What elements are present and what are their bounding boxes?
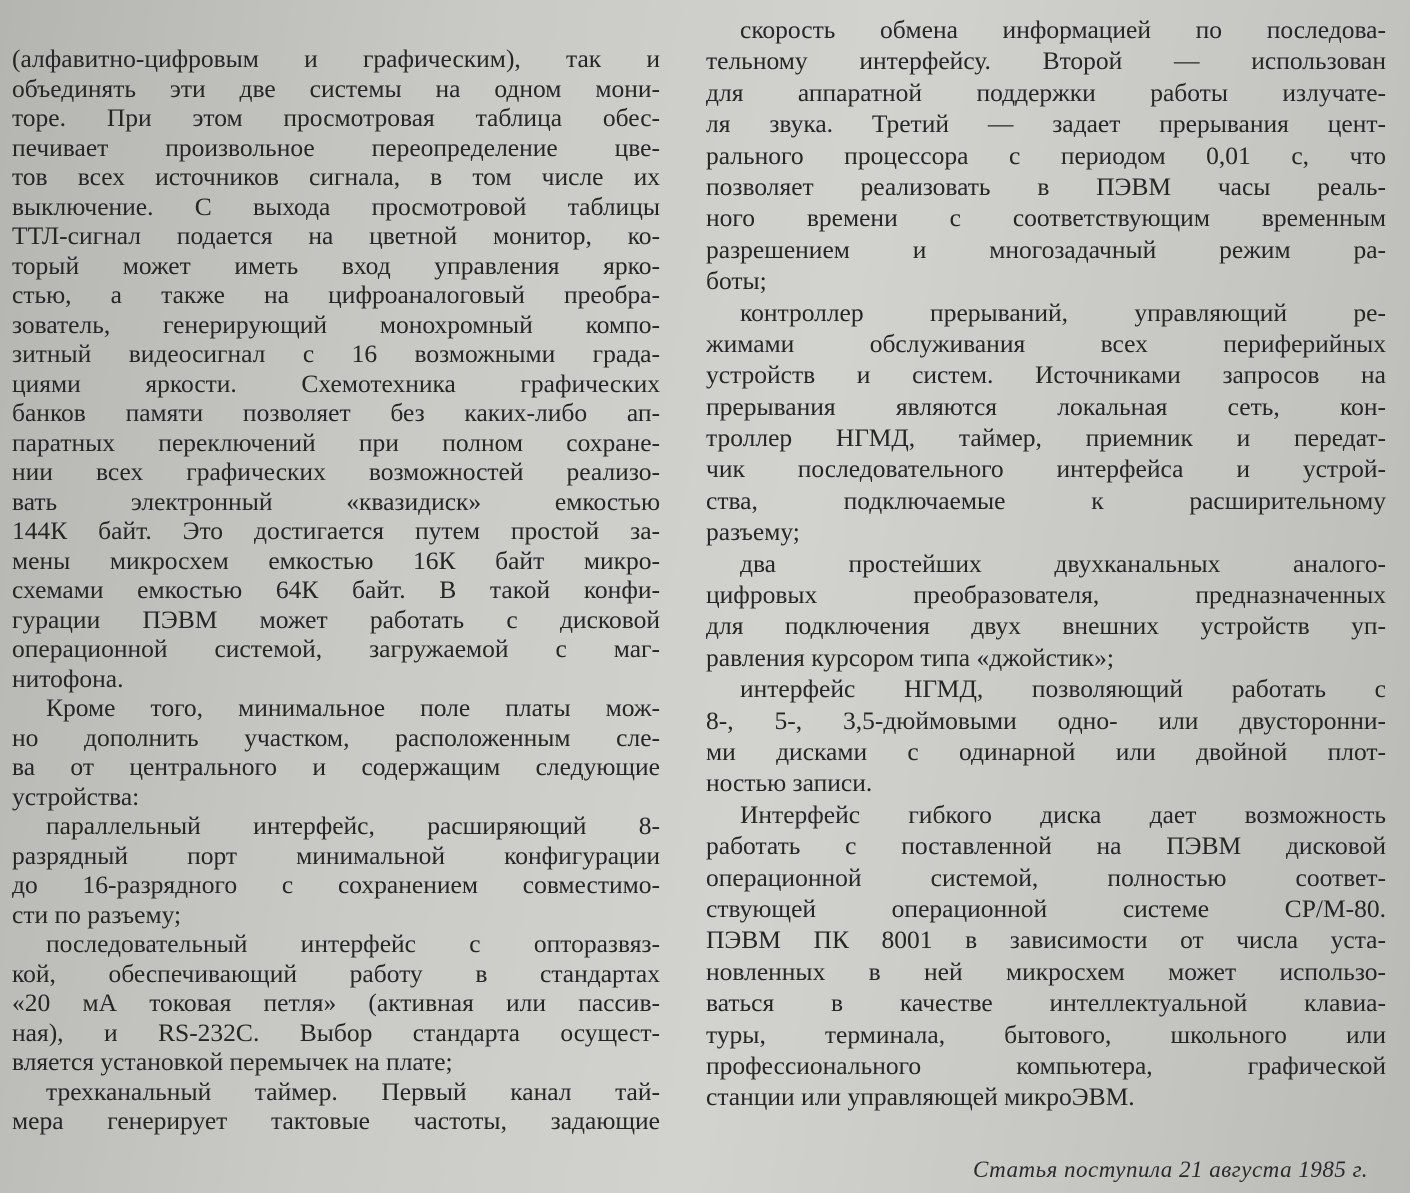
text-line: выключение. С выхода просмотровой таблицы [12, 191, 660, 221]
text-line: ТТЛ-сигнал подается на цветной монитор, ко- [12, 221, 660, 250]
text-line: ного времени с соответствующим временным [706, 203, 1386, 233]
text-line: вать электронный «квазидиск» емкостью [12, 486, 660, 516]
text-line: Кроме того, минимальное поле платы мож- [46, 693, 660, 722]
text-line: печивает произвольное переопределение цве- [12, 132, 660, 162]
text-line: схемами емкостью 64К байт. В такой конфи- [12, 575, 660, 604]
text-line: контроллер прерываний, управляющий ре- [740, 297, 1386, 327]
text-line: интерфейс НГМД, позволяющий работать с [740, 674, 1386, 704]
text-line: вляется установкой перемычек на плате; [12, 1047, 453, 1076]
text-line: прерывания являются локальная сеть, кон- [706, 391, 1386, 421]
text-line: ля звука. Третий — задает прерывания цент- [706, 109, 1386, 139]
text-line: жимами обслуживания всех периферийных [706, 328, 1386, 358]
text-line: «20 мА токовая петля» (активная или пассив- [12, 988, 660, 1017]
text-line: устройства: [12, 781, 140, 811]
left-column [12, 44, 660, 1136]
right-column [706, 14, 1386, 1113]
text-line: устройств и систем. Источниками запросов на [706, 360, 1386, 390]
text-line: ваться в качестве интеллектуальной клавиа- [706, 988, 1386, 1018]
text-line: последовательный интерфейс с опторазвяз- [46, 929, 660, 958]
text-line: профессионального компьютера, графической [706, 1050, 1386, 1080]
text-line: мера генерирует тактовые частоты, задающие [12, 1106, 660, 1135]
text-line: боты; [706, 266, 767, 296]
text-line: рального процессора с периодом 0,01 с, что [706, 140, 1386, 170]
text-line: троллер НГМД, таймер, приемник и передат- [706, 423, 1386, 453]
text-line: для подключения двух внешних устройств уп- [706, 611, 1386, 641]
text-line: ства, подключаемые к расширительному [706, 485, 1386, 515]
text-line: скорость обмена информацией по последова- [740, 15, 1386, 44]
text-line: туры, терминала, бытового, школьного или [706, 1019, 1386, 1049]
text-line: до 16-разрядного с сохранением совместимо- [12, 870, 660, 899]
text-line: трехканальный таймер. Первый канал тай- [46, 1076, 660, 1106]
text-line: 8-, 5-, 3,5-дюймовыми одно- или двусторонни- [706, 705, 1386, 735]
text-line: работать с поставленной на ПЭВМ дисковой [706, 831, 1386, 861]
text-line: торый может иметь вход управления ярко- [12, 250, 660, 280]
text-line: зователь, генерирующий монохромный компо- [12, 309, 660, 339]
text-line: позволяет реализовать в ПЭВМ часы реаль- [706, 171, 1386, 201]
text-line: новленных в ней микросхем может использо- [706, 956, 1386, 986]
text-line: для аппаратной поддержки работы излучате- [706, 77, 1386, 107]
text-line: тельному интерфейсу. Второй — использован [706, 46, 1386, 76]
text-line: цифровых преобразователя, предназначенных [706, 580, 1386, 610]
text-line: ная), и RS-232С. Выбор стандарта осущест- [12, 1017, 660, 1047]
text-line: зитный видеосигнал с 16 возможными града- [12, 339, 660, 368]
text-line: операционной системой, полностью соответ- [706, 862, 1386, 892]
text-line: ностью записи. [706, 768, 873, 798]
text-line: паратных переключений при полном сохране- [12, 427, 660, 457]
text-line: гурации ПЭВМ может работать с дисковой [12, 604, 660, 634]
text-line: стью, а также на цифроаналоговый преобра- [12, 280, 660, 309]
text-line: банков памяти позволяет без каких-либо ап- [12, 398, 660, 427]
text-line: ствующей операционной системе СР/М-80. [706, 893, 1386, 923]
text-line: сти по разъему; [12, 899, 182, 929]
text-line: разрядный порт минимальной конфигурации [12, 840, 660, 870]
text-line: (алфавитно-цифровым и графическим), так и [12, 44, 660, 73]
text-line: ва от центрального и содержащим следующие [12, 752, 660, 781]
text-line: нии всех графических возможностей реализо- [12, 457, 660, 486]
text-line: мены микросхем емкостью 16К байт микро- [12, 545, 660, 575]
text-line: разъему; [706, 517, 800, 547]
text-line: объединять эти две системы на одном мони- [12, 73, 660, 103]
text-line: операционной системой, загружаемой с маг- [12, 634, 660, 663]
text-line: Интерфейс гибкого диска дает возможность [740, 799, 1386, 829]
text-line: но дополнить участком, расположенным сле- [12, 722, 660, 752]
text-line: циями яркости. Схемотехника графических [12, 368, 660, 398]
text-line: ПЭВМ ПК 8001 в зависимости от числа уста- [706, 925, 1386, 955]
article-received-date: Статья поступила 21 августа 1985 г. [972, 1157, 1368, 1182]
text-line: ми дисками с одинарной или двойной плот- [706, 736, 1386, 766]
text-line: торе. При этом просмотровая таблица обес- [12, 103, 660, 132]
text-line: параллельный интерфейс, расширяющий 8- [46, 811, 660, 840]
text-line: станции или управляющей микроЭВМ. [706, 1082, 1135, 1112]
text-line: разрешением и многозадачный режим ра- [706, 234, 1386, 264]
text-line: равления курсором типа «джойстик»; [706, 642, 1114, 672]
text-line: тов всех источников сигнала, в том числе их [12, 162, 660, 191]
text-line: нитофона. [12, 663, 124, 693]
text-line: чик последовательного интерфейса и устрой- [706, 454, 1386, 484]
text-line: 144К байт. Это достигается путем простой за- [12, 516, 660, 545]
text-line: два простейших двухканальных аналого- [740, 548, 1386, 578]
text-line: кой, обеспечивающий работу в стандартах [12, 958, 660, 988]
